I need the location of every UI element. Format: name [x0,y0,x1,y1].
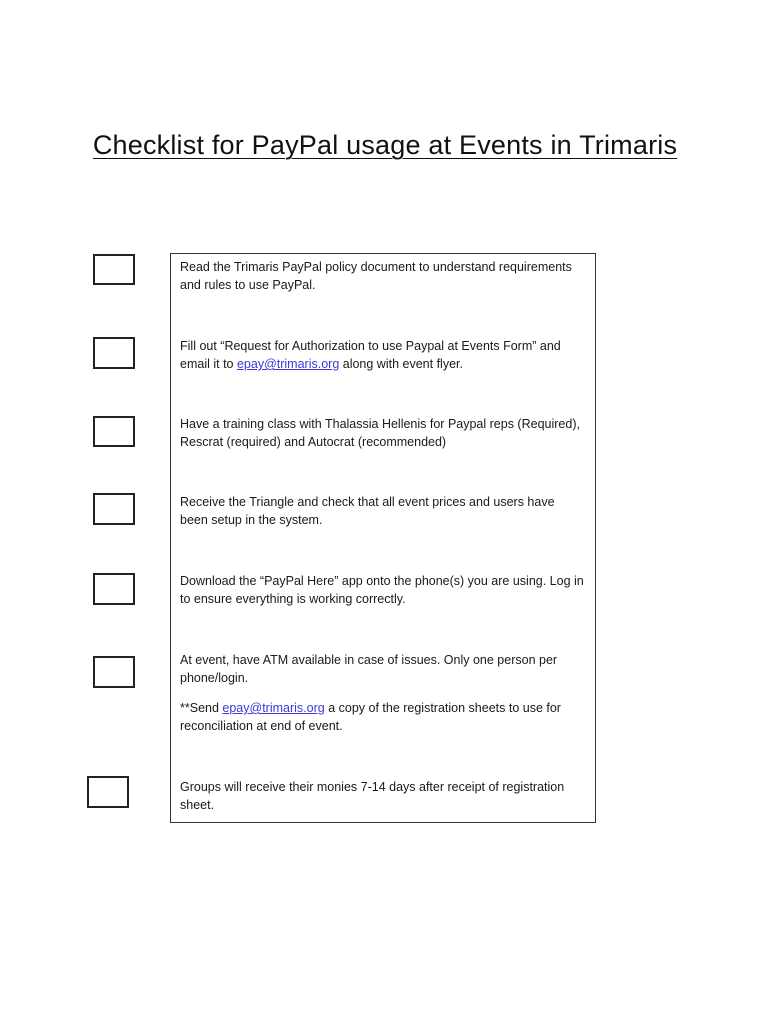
checkbox-item-3[interactable] [93,416,135,447]
checkbox-item-5[interactable] [93,573,135,605]
checklist-item-3-text: Have a training class with Thalassia Hellenis for Paypal reps (Required), Rescrat (required) and Autocrat (recommended) [180,417,580,449]
checkbox-item-1[interactable] [93,254,135,285]
checkbox-item-4[interactable] [93,493,135,525]
checklist-item-6-note [180,699,585,735]
checklist-item-5-text: Download the “PayPal Here” app onto the phone(s) you are using. Log in to ensure everything is working correctly. [180,574,584,606]
checkbox-item-7[interactable] [87,776,129,808]
checklist-item-1-text: Read the Trimaris PayPal policy document to understand requirements and rules to use PayPal. [180,260,572,292]
checkbox-item-6[interactable] [93,656,135,688]
checklist-item-4-text: Receive the Triangle and check that all event prices and users have been setup in the system. [180,495,555,527]
item-2-text-before: Fill out “Request for Authorization to use Paypal at Events Form” and email it to [180,339,561,371]
page-title: Checklist for PayPal usage at Events in Trimaris [92,130,678,160]
item-6-note-after: a copy of the registration sheets to use for reconciliation at end of event. [180,701,561,733]
checkbox-item-2[interactable] [93,337,135,369]
item-6-note-before: **Send [180,701,223,715]
checklist-item-2-text [180,337,585,373]
item-2-text-after: along with event flyer. [339,357,463,371]
checklist-item-7-text: Groups will receive their monies 7-14 days after receipt of registration sheet. [180,780,565,812]
email-link[interactable]: epay@trimaris.org [236,357,340,371]
email-link-2[interactable]: epay@trimaris.org [222,701,325,715]
checklist-item-6-text: At event, have ATM available in case of issues. Only one person per phone/login. [180,653,558,685]
